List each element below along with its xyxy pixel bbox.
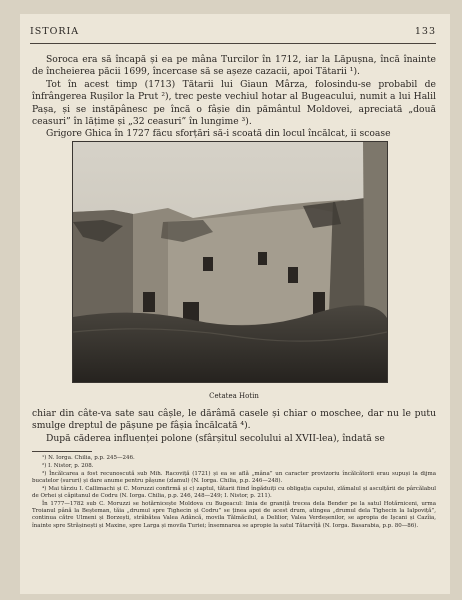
running-header	[30, 26, 436, 40]
footnote: ⁴) Mai târziu I. Callimachi și C. Moruzzi confirmă și c) zaptul, tătarii fiind îngăduiți cu obligația capului, zlămalul și asculțării de pârcălabul de Orhei și căpitanul de Codru (N. Iorga. Chilia, p.p. 246, 248—249; I. Nistor, p. 211).	[32, 485, 436, 499]
fortress-photo	[72, 141, 388, 383]
paragraph: După căderea influenței polone (sfârșitul secolului al XVII-lea), îndată se	[46, 432, 385, 444]
footnote: ¹) N. Iorga. Chilia, p.p. 245—246.	[42, 455, 135, 461]
footnote: ³) Încălcarea a fost recunoscută sub Mih. Racoviță (1721) și ea se află „mâna” un caracter provizoriu încălcătorii erau supuși la dijma bucatelor (sururi) și dare anume pentru pășune (zlamul) (N. Iorga. Chilia, p.p. 246—248).	[32, 470, 436, 484]
footnote: În 1777—1782 sub C. Moruzzi se hotărnicește Moldova cu Bugeacul: linia de graniță trecea dela Bender pe la satul Hotărniceni, urma Troianul până la Beșteman, tăia „drumul spre Tighecin și Codru” se ținea apoi de acest drum, atingea „drumul dela Tighecin la Ialpoviță”, continua către Ulmeni și Borzești, străbătea Valea Adâncă, movila Tălmăcilul, a Delilior, Valea Verdeșenilor, se apropia de Ișcani și Cazîia, înainte spre Strășinești și Maxine, spre Larga și movila Turiei; însemnarea se apropie la satul Tătarvîță (N. Iorga. Basarabia, p.p. 80—86).	[32, 500, 436, 529]
paragraph: Grigore Ghica în 1727 făcu sforțări să-i scoată din locul încălcat, ii scoase	[46, 128, 391, 140]
body-text-top	[32, 54, 436, 141]
photo-caption: Cetatea Hotin	[209, 392, 259, 400]
body-text-bottom	[32, 408, 436, 445]
footnote: ²) I. Nistor, p. 208.	[42, 462, 94, 469]
footnote-rule	[32, 451, 92, 452]
paragraph: Tot în acest timp (1713) Tătarii lui Giaun Mârza, folosindu-se probabil de înfrângerea Rușilor la Prut ²), trec peste vechiul hotar al Bugeacului, numit a lui Halil Pașa, și se instăpânesc pe încă o fâșie din pământul Moldovei, apreciată „două ceasuri” în lățime și „32 ceasuri” în lungime ³).	[32, 78, 436, 128]
page-number: 133	[414, 26, 436, 37]
footnotes	[32, 455, 436, 530]
header-rule	[30, 43, 436, 44]
book-page	[20, 14, 450, 594]
running-title: ISTORIA	[30, 26, 80, 37]
paragraph: chiar din câte-va sate sau câșle, le dărâmă casele și chiar o moschee, dar nu le putu smulge dreptul de pășune pe fâșia încălcată ⁴).	[32, 408, 436, 432]
paragraph: Soroca era să încapă și ea pe mâna Turcilor în 1712, iar la Lăpușna, încă înainte de încheierea păcii 1699, încercase să se așeze cazacii, apoi Tătarii ¹).	[32, 54, 436, 78]
